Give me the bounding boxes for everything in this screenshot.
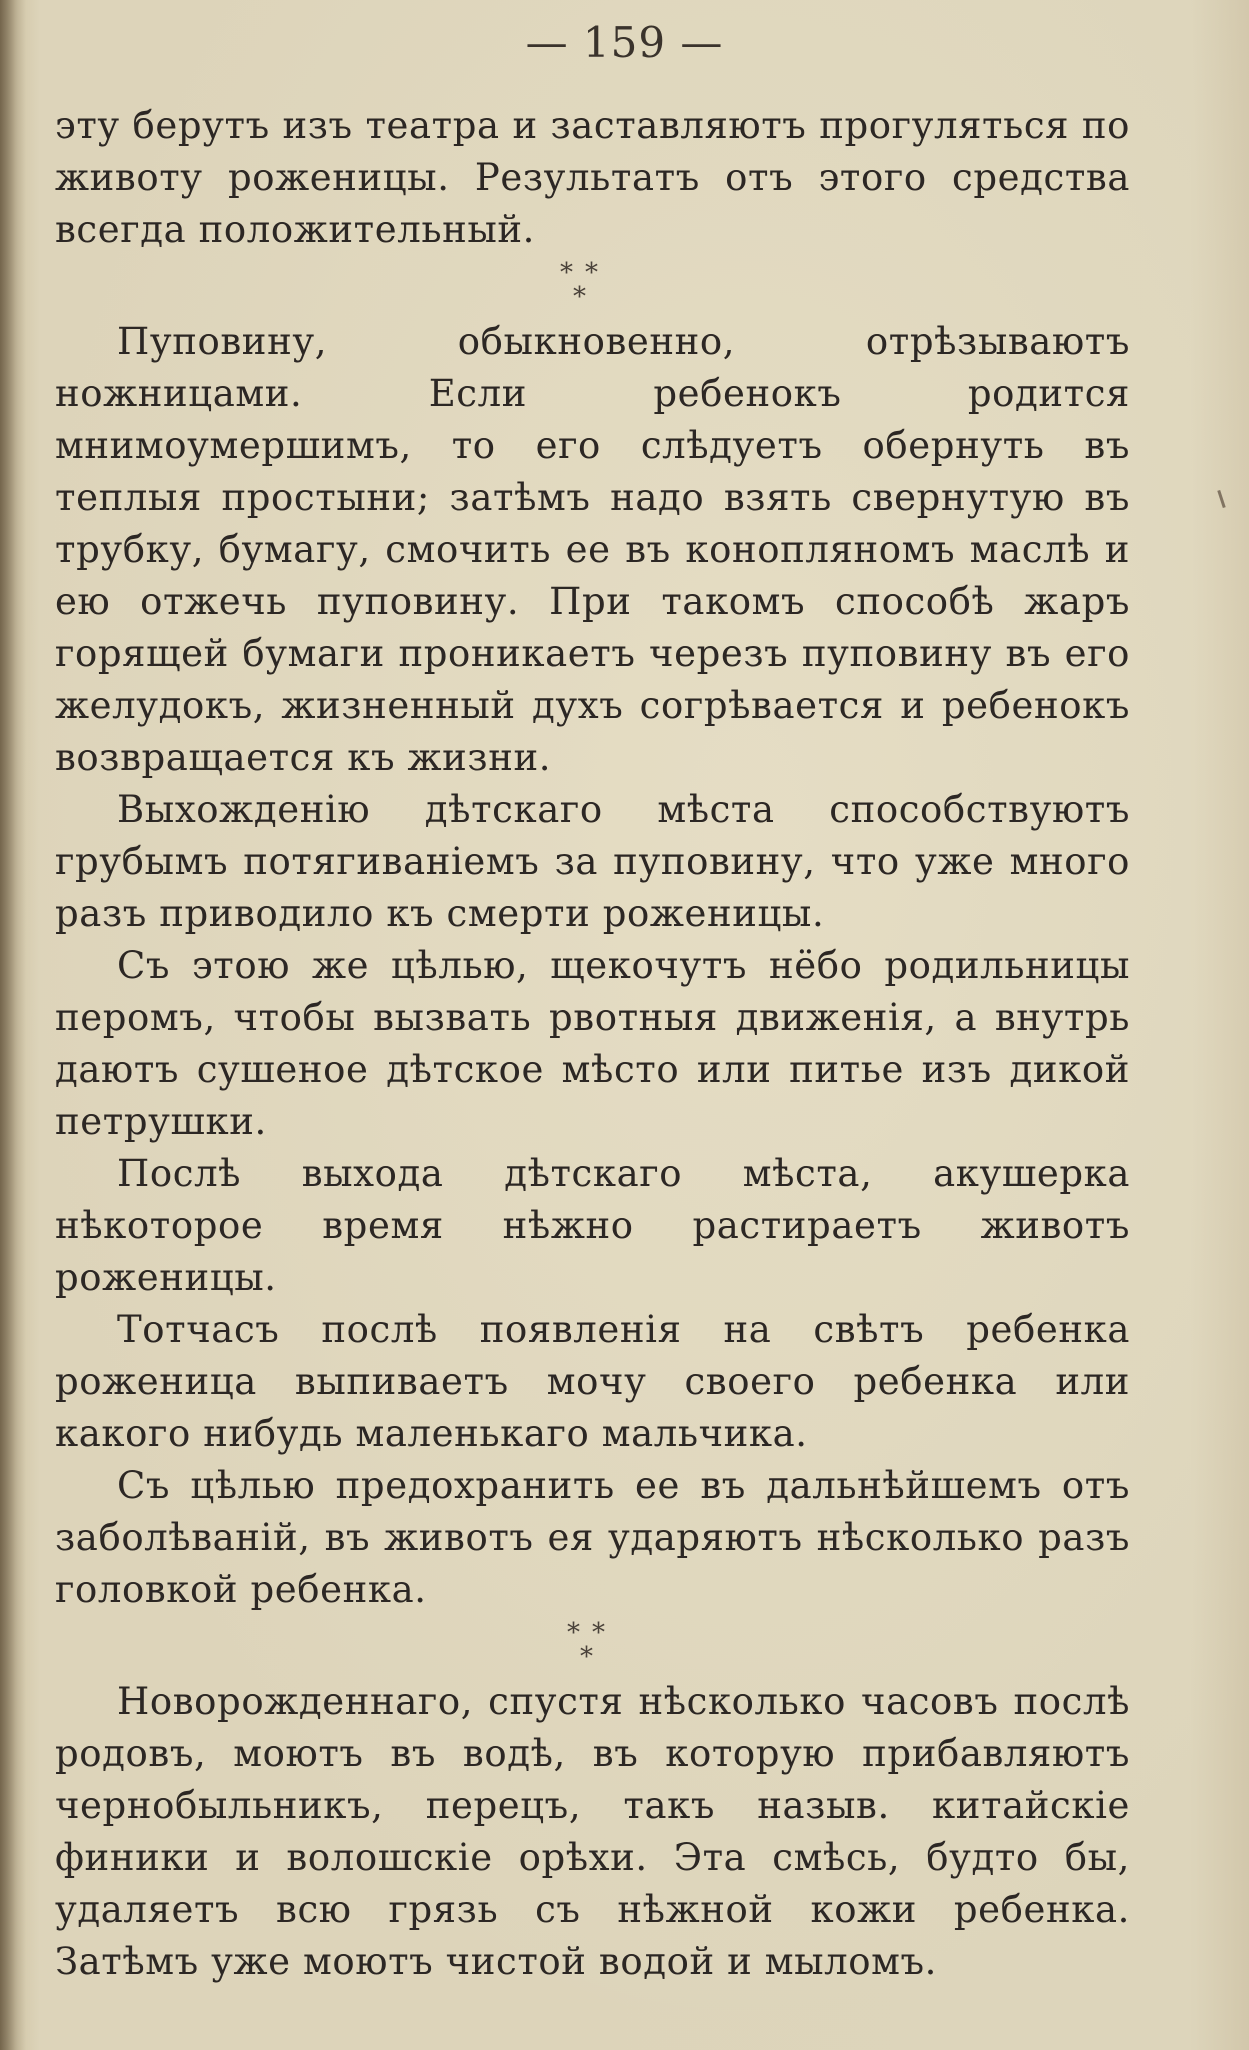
asterism-star: *: [573, 282, 587, 312]
paragraph-newborn: Новорожденнаго, спустя нѣсколько часовъ послѣ родовъ, моютъ въ водѣ, въ которую прибавляютъ чернобыльникъ, перецъ, такъ назыв. китайскіе финики и волошскіе орѣхи. Эта смѣсь, будто бы, удаляетъ всю грязь съ нѣжной кожи ребенка. Затѣмъ уже моютъ чистой водой и мыломъ.: [55, 1680, 1130, 1983]
paragraph-midwife: Послѣ выхода дѣтскаго мѣста, акушерка нѣкоторое время нѣжно растираетъ животъ роженицы.: [55, 1152, 1130, 1299]
paper-speck: [1217, 490, 1225, 508]
asterism-divider: [55, 258, 1130, 310]
asterism-star: *: [580, 1642, 594, 1672]
paragraph-after-birth: Тотчасъ послѣ появленія на свѣтъ ребенка роженица выпиваетъ мочу своего ребенка или какого нибудь маленькаго мальчика.: [55, 1308, 1130, 1455]
spine-shadow: [0, 0, 26, 2050]
asterism-star: *: [592, 1618, 606, 1648]
page-number: — 159 —: [525, 18, 724, 67]
paragraph-prevention: Съ цѣлью предохранить ее въ дальнѣйшемъ отъ заболѣваній, въ животъ ея ударяютъ нѣсколько разъ головкой ребенка.: [55, 1464, 1130, 1611]
asterism-star: *: [560, 258, 574, 288]
paragraph-continuation: эту берутъ изъ театра и заставляютъ прогуляться по животу роженицы. Результатъ отъ этого средства всегда положительный.: [55, 104, 1130, 251]
text-column: [55, 100, 1130, 1988]
asterism-star: *: [585, 258, 599, 288]
paragraph-placenta: Выхожденію дѣтскаго мѣста способствуютъ грубымъ потягиваніемъ за пуповину, что уже много разъ приводило къ смерти роженицы.: [55, 788, 1130, 935]
paragraph-umbilical-cord: Пуповину, обыкновенно, отрѣзываютъ ножницами. Если ребенокъ родится мнимоумершимъ, то его слѣдуетъ обернуть въ теплыя простыни; затѣмъ надо взять свернутую въ трубку, бумагу, смочить ее въ конопляномъ маслѣ и ею отжечь пуповину. При такомъ способѣ жаръ горящей бумаги проникаетъ черезъ пуповину въ его желудокъ, жизненный духъ согрѣвается и ребенокъ возвращается къ жизни.: [55, 320, 1130, 779]
paragraph-palate: Съ этою же цѣлью, щекочутъ нёбо родильницы перомъ, чтобы вызвать рвотныя движенія, а внутрь даютъ сушеное дѣтское мѣсто или питье изъ дикой петрушки.: [55, 944, 1130, 1143]
asterism-star: *: [567, 1618, 581, 1648]
asterism-divider: [55, 1618, 1130, 1670]
